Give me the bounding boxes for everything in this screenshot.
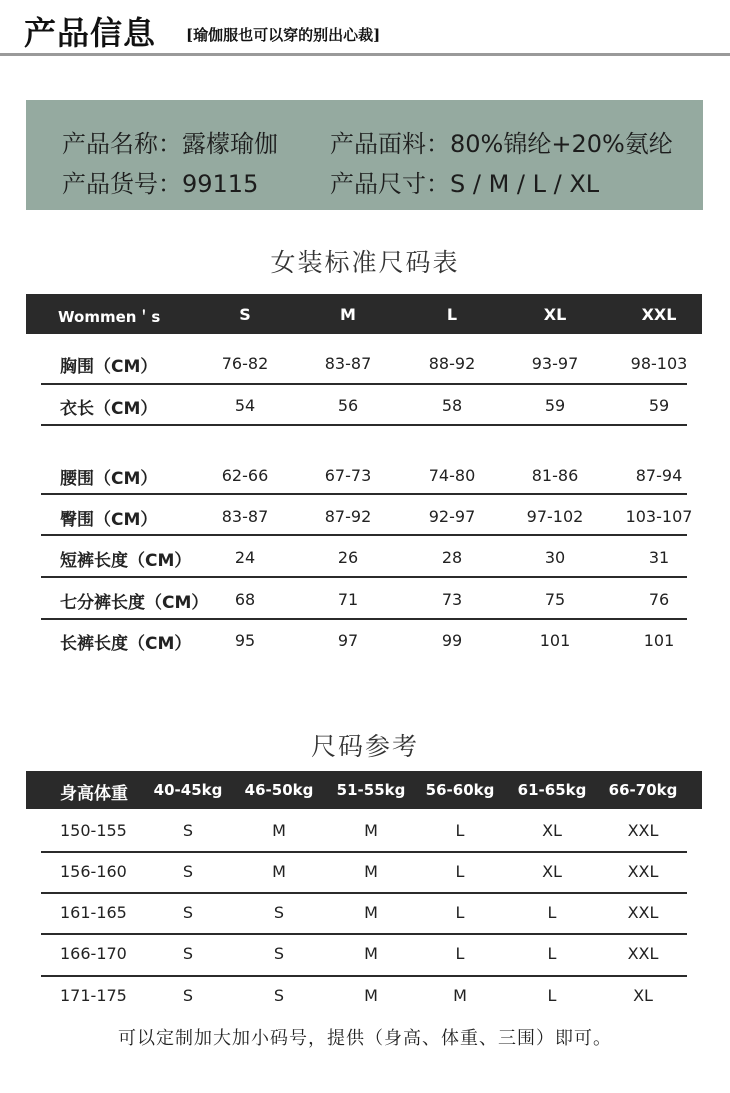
table-cell: 87-94 xyxy=(635,466,683,485)
table-cell: M xyxy=(364,862,378,881)
table-cell: 56 xyxy=(337,396,359,415)
table-cell: L xyxy=(455,821,465,840)
table-cell: S xyxy=(273,944,285,963)
table-cell: 75 xyxy=(544,590,566,609)
table-cell: 83-87 xyxy=(324,354,372,373)
table-cell: 98-103 xyxy=(630,354,688,373)
row-label: 七分裤长度（CM） xyxy=(60,593,209,613)
product-code: 产品货号：99115 xyxy=(62,170,259,198)
table-cell: XXL xyxy=(627,944,659,963)
header-cell: 51-55kg xyxy=(336,781,406,799)
row-label: 胸围（CM） xyxy=(60,357,158,377)
row-label: 150-155 xyxy=(60,821,127,840)
table-cell: 59 xyxy=(648,396,670,415)
row-label: 衣长（CM） xyxy=(60,399,158,419)
row-divider xyxy=(41,851,687,853)
header-cell: S xyxy=(239,305,251,324)
table-cell: 26 xyxy=(337,548,359,567)
header-cell: 66-70kg xyxy=(608,781,678,799)
table-cell: M xyxy=(453,986,467,1005)
row-divider xyxy=(41,618,687,620)
table-cell: XXL xyxy=(627,821,659,840)
table-cell: XXL xyxy=(627,862,659,881)
table-cell: 30 xyxy=(544,548,566,567)
table-cell: S xyxy=(182,903,194,922)
table-cell: M xyxy=(272,821,286,840)
size-chart-title: 女装标准尺码表 xyxy=(270,248,460,277)
header-cell: XL xyxy=(543,305,567,324)
table-cell: S xyxy=(182,986,194,1005)
row-divider xyxy=(41,933,687,935)
table-cell: S xyxy=(182,944,194,963)
row-divider xyxy=(41,576,687,578)
table-cell: 87-92 xyxy=(324,507,372,526)
table-cell: XL xyxy=(542,821,562,840)
table-cell: 67-73 xyxy=(324,466,372,485)
table-cell: S xyxy=(273,903,285,922)
header-cell: L xyxy=(446,305,458,324)
table-cell: 62-66 xyxy=(221,466,269,485)
product-name: 产品名称：露檬瑜伽 xyxy=(62,130,278,158)
table-cell: 54 xyxy=(234,396,256,415)
page-title: 产品信息 xyxy=(24,14,157,52)
row-label: 短裤长度（CM） xyxy=(60,551,192,571)
table-cell: 73 xyxy=(441,590,463,609)
row-divider xyxy=(41,892,687,894)
table-cell: L xyxy=(547,944,557,963)
product-info-panel xyxy=(26,100,703,210)
row-label: 156-160 xyxy=(60,862,127,881)
row-label: 161-165 xyxy=(60,903,127,922)
header-cell: 身高体重 xyxy=(60,784,128,804)
page-header xyxy=(0,0,730,56)
row-divider xyxy=(41,493,687,495)
header-divider xyxy=(0,53,730,56)
table-cell: L xyxy=(547,903,557,922)
table-cell: 24 xyxy=(234,548,256,567)
table-cell: 76 xyxy=(648,590,670,609)
table-cell: 74-80 xyxy=(428,466,476,485)
table-cell: M xyxy=(364,821,378,840)
table-cell: L xyxy=(455,862,465,881)
table-cell: 31 xyxy=(648,548,670,567)
row-label: 臀围（CM） xyxy=(60,510,158,530)
table-cell: 103-107 xyxy=(625,507,693,526)
table-cell: XL xyxy=(542,862,562,881)
size-reference-title: 尺码参考 xyxy=(310,732,419,761)
table-cell: 99 xyxy=(441,631,463,650)
table-cell: 68 xyxy=(234,590,256,609)
header-cell: 56-60kg xyxy=(425,781,495,799)
table-cell: S xyxy=(182,821,194,840)
header-cell: XXL xyxy=(641,305,677,324)
custom-size-note: 可以定制加大加小码号，提供（身高、体重、三围）即可。 xyxy=(118,1028,612,1049)
table-cell: S xyxy=(273,986,285,1005)
product-fabric: 产品面料：80%锦纶+20%氨纶 xyxy=(330,130,673,158)
table-cell: 76-82 xyxy=(221,354,269,373)
table-cell: XL xyxy=(633,986,653,1005)
table-cell: M xyxy=(364,903,378,922)
table-cell: S xyxy=(182,862,194,881)
table-cell: XXL xyxy=(627,903,659,922)
header-cell: M xyxy=(340,305,356,324)
table-cell: L xyxy=(547,986,557,1005)
row-divider xyxy=(41,383,687,385)
table-cell: 101 xyxy=(643,631,675,650)
table-cell: 58 xyxy=(441,396,463,415)
row-label: 171-175 xyxy=(60,986,127,1005)
product-size: 产品尺寸：S / M / L / XL xyxy=(330,170,600,198)
header-cell: 40-45kg xyxy=(153,781,223,799)
table-cell: 97-102 xyxy=(526,507,584,526)
table-cell: M xyxy=(364,986,378,1005)
table-cell: 101 xyxy=(539,631,571,650)
table-cell: 92-97 xyxy=(428,507,476,526)
table-cell: 59 xyxy=(544,396,566,415)
table-cell: M xyxy=(364,944,378,963)
header-cell: Wommen＇s xyxy=(58,308,161,326)
row-divider xyxy=(41,534,687,536)
row-label: 腰围（CM） xyxy=(60,469,158,489)
table-cell: L xyxy=(455,944,465,963)
table-cell: 95 xyxy=(234,631,256,650)
table-cell: 97 xyxy=(337,631,359,650)
table-cell: M xyxy=(272,862,286,881)
page-subtitle: [瑜伽服也可以穿的别出心裁] xyxy=(186,26,381,44)
row-label: 166-170 xyxy=(60,944,127,963)
table-cell: 93-97 xyxy=(531,354,579,373)
row-label: 长裤长度（CM） xyxy=(60,634,192,654)
row-divider xyxy=(41,975,687,977)
table-cell: L xyxy=(455,903,465,922)
table-cell: 28 xyxy=(441,548,463,567)
table-cell: 81-86 xyxy=(531,466,579,485)
table-cell: 88-92 xyxy=(428,354,476,373)
header-cell: 46-50kg xyxy=(244,781,314,799)
row-divider xyxy=(41,424,687,426)
header-cell: 61-65kg xyxy=(517,781,587,799)
table-cell: 71 xyxy=(337,590,359,609)
table-cell: 83-87 xyxy=(221,507,269,526)
